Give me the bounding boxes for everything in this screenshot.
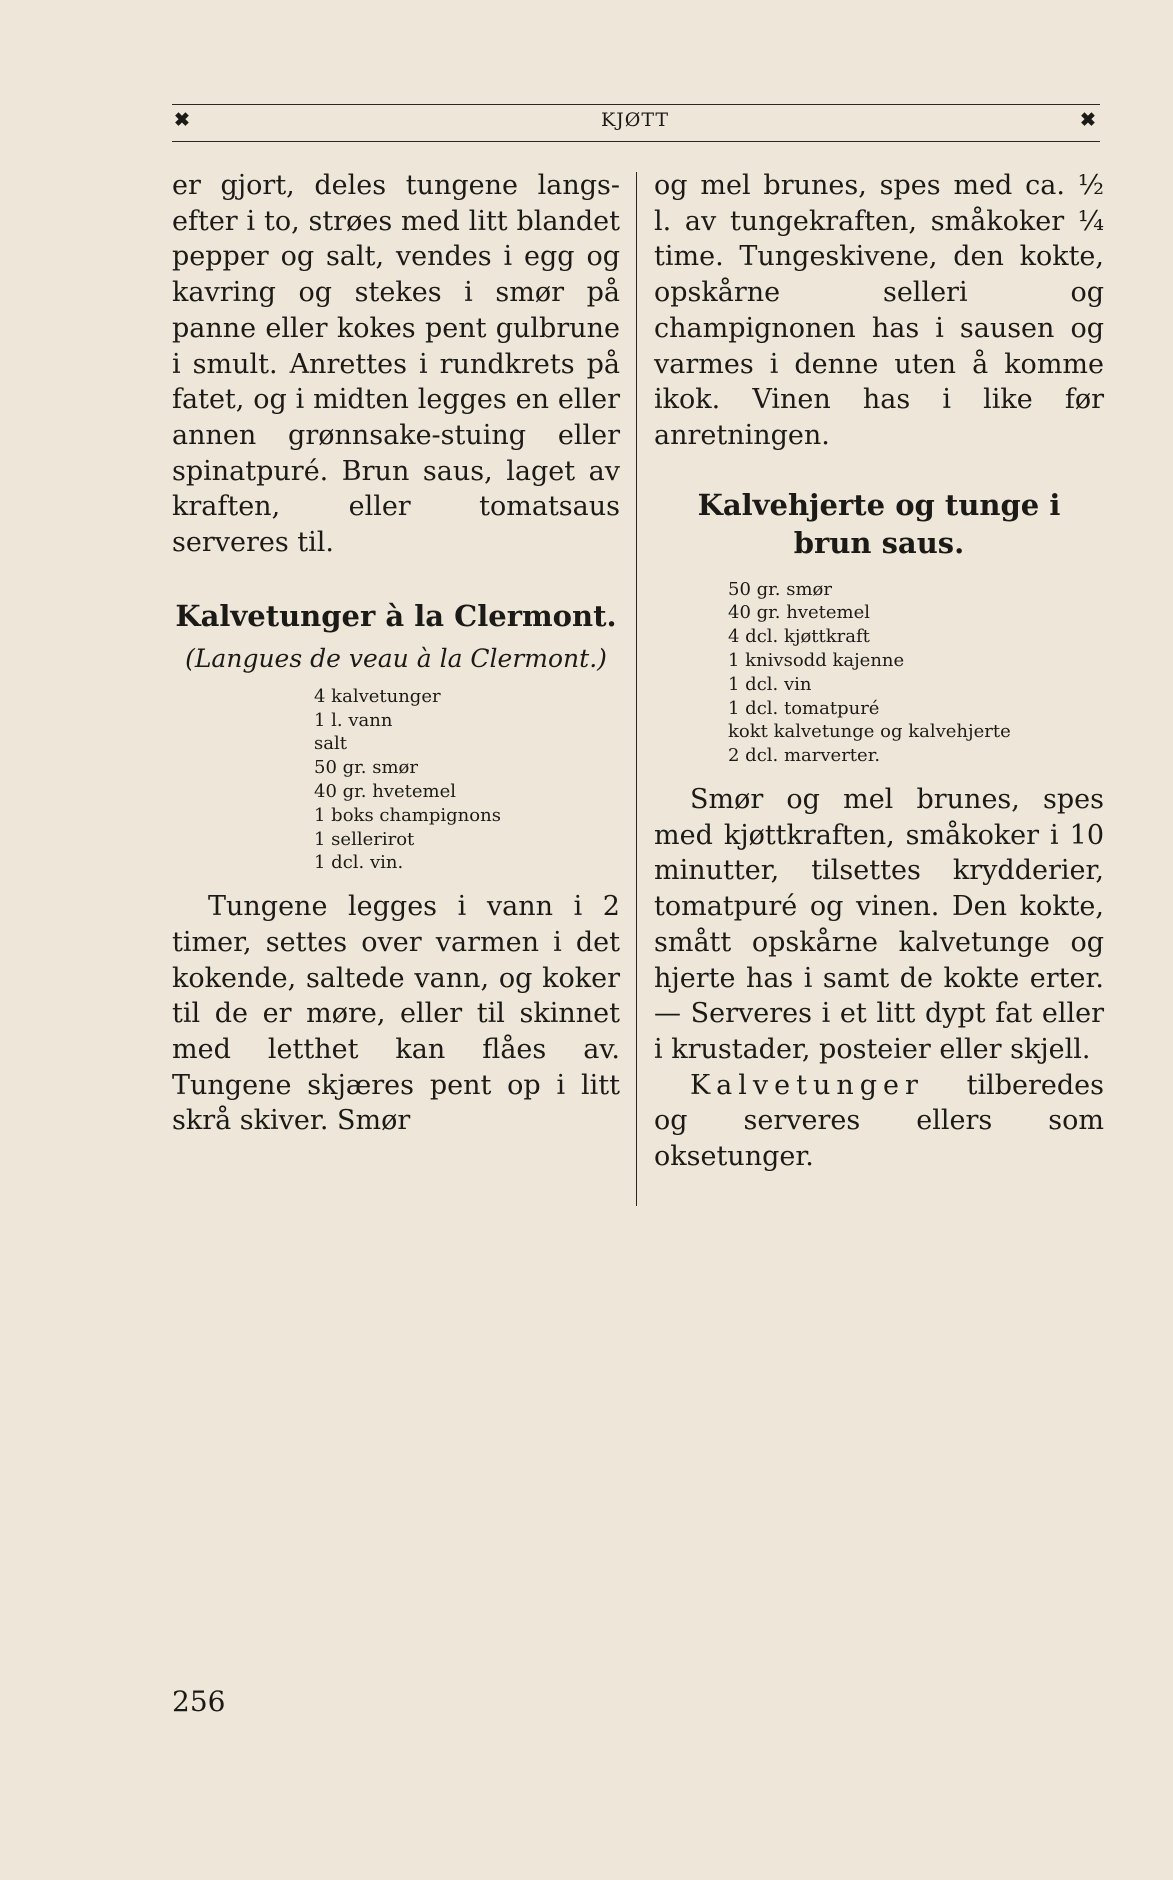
ingredient-item: 1 dcl. vin. [314,852,404,874]
header-top-rule [172,104,1100,105]
ingredient-item: 1 boks champignons [314,804,501,826]
right-paragraph-3-text: tilberedes og serveres ellers som oksetunger. [654,1069,1104,1173]
ingredient-item: 1 knivsodd kajenne [728,650,905,672]
right-paragraph-3 [654,1068,1104,1175]
left-paragraph-2: Tungene legges i vann i 2 timer, settes over varmen i det kokende, saltede vann, og koker til de er møre, eller til skinnet med letthet kan flåes av. Tungene skjæres pent op i litt skrå skiver. Smør [172,891,620,1137]
ingredient-list-kalvehjerte [728,578,1104,768]
ingredient-list-clermont [314,685,620,875]
right-column [654,168,1104,1175]
ingredient-item: 1 dcl. tomatpuré [728,697,880,719]
right-paragraph-1: og mel brunes, spes med ca. ½ l. av tungekraften, småkoker ¼ time. Tungeskivene, den kokte, opskårne selleri og champignonen has i sausen og varmes i denne uten å komme ikok. Vinen has i like før anretningen. [654,170,1104,451]
recipe-title-clermont: Kalvetunger à la Clermont. [175,598,617,633]
spaced-emphasis-word: Kalvetunger [690,1069,924,1101]
ingredient-item: 4 kalvetunger [314,685,441,707]
ingredient-item: salt [314,733,347,755]
ingredient-item: 1 dcl. vin [728,673,812,695]
header-ornament-right: ✖ [1080,109,1097,131]
ingredient-item: 1 sellerirot [314,828,415,850]
right-paragraph-2: Smør og mel brunes, spes med kjøttkraften, småkoker i 10 minutter, tilsettes krydderier, tomatpuré og vinen. Den kokte, smått opskårne kalvetunge og hjerte has i samt de kokte erter. — Serveres i et litt dypt fat eller i krustader, posteier eller skjell. [654,784,1104,1065]
page-number: 256 [172,1685,226,1718]
recipe-subtitle-clermont: (Langues de veau à la Clermont.) [185,643,607,673]
header-bottom-rule [172,141,1100,142]
ingredient-item: 4 dcl. kjøttkraft [728,626,870,648]
left-paragraph-1: er gjort, deles tungene langs-efter i to, strøes med litt blandet pepper og salt, vendes i egg og kavring og stekes i smør på panne eller kokes pent gulbrune i smult. Anrettes i rundkrets på fatet, og i midten legges en eller annen grønnsake-stuing eller spinatpuré. Brun saus, laget av kraften, eller tomatsaus serveres til. [172,170,620,559]
left-column [172,168,620,1139]
ingredient-item: 50 gr. smør [728,578,832,600]
running-header-title: KJØTT [600,109,670,131]
ingredient-item: 40 gr. hvetemel [314,780,456,802]
recipe-title-kalvehjerte: Kalvehjerte og tunge i brun saus. [697,487,1061,560]
header-ornament-left: ✖ [174,109,191,131]
ingredient-item: kokt kalvetunge og kalvehjerte [728,721,1011,743]
ingredient-item: 2 dcl. marverter. [728,745,881,767]
column-divider [636,172,637,1206]
ingredient-item: 40 gr. hvetemel [728,602,870,624]
ingredient-item: 1 l. vann [314,709,393,731]
ingredient-item: 50 gr. smør [314,757,418,779]
